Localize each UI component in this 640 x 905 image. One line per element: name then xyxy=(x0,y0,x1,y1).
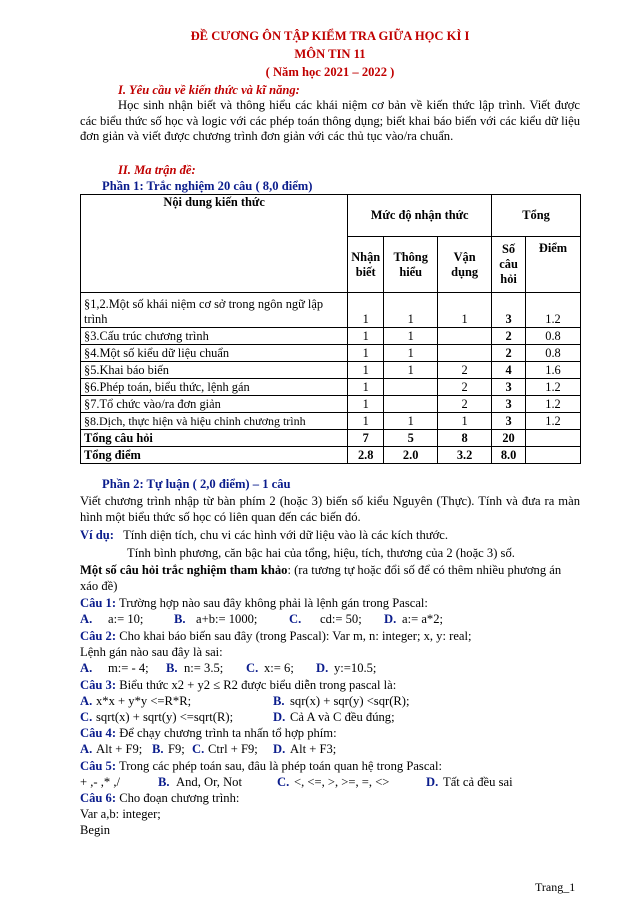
total-questions-vd: 8 xyxy=(438,430,492,447)
question-label: Câu 2: xyxy=(80,629,117,643)
option-text: Ctrl + F9; xyxy=(208,742,258,756)
option-text: a+b:= 1000; xyxy=(196,612,258,626)
example-label: Ví dụ: xyxy=(80,528,114,542)
question-text: Để chạy chương trình ta nhấn tổ hợp phím: xyxy=(116,726,337,740)
option-label: B. xyxy=(152,742,164,756)
sample-heading: Một số câu hỏi trắc nghiệm tham khảo xyxy=(80,563,288,577)
option-text: sqr(x) + sqr(y) <sqr(R); xyxy=(290,694,410,708)
row-th: 1 xyxy=(384,293,438,328)
example-1: Tính diện tích, chu vi các hình với dữ liệu vào là các kích thước. xyxy=(123,528,449,542)
row-topic: §1,2.Một số khái niệm cơ sở trong ngôn ngữ lập trình xyxy=(81,293,348,328)
total-score-row xyxy=(81,447,581,464)
option-text: + ,- ,* ,/ xyxy=(80,775,120,789)
row-topic: §8.Dịch, thực hiện và hiệu chỉnh chương trình xyxy=(81,413,348,430)
option-label: C. xyxy=(246,661,259,675)
row-nb: 1 xyxy=(348,345,384,362)
table-row xyxy=(81,345,581,362)
row-count: 3 xyxy=(492,413,526,430)
question-text: Cho khai báo biến sau đây (trong Pascal): Var m, n: integer; x, y: real; xyxy=(116,629,472,643)
question-label: Câu 4: xyxy=(80,726,117,740)
header-understand: Thông hiểu xyxy=(384,237,438,293)
table-row xyxy=(81,379,581,396)
table-row xyxy=(81,328,581,345)
row-count: 3 xyxy=(492,293,526,328)
question-label: Câu 3: xyxy=(80,678,117,692)
row-nb: 1 xyxy=(348,379,384,396)
question-text: Biểu thức x2 + y2 ≤ R2 được biểu diễn trong pascal là: xyxy=(116,678,397,692)
table-row xyxy=(81,362,581,379)
option-label: B. xyxy=(166,661,178,675)
option-label: D. xyxy=(316,661,329,675)
row-topic: §4.Một số kiểu dữ liệu chuẩn xyxy=(81,345,348,362)
option-text: <, <=, >, >=, =, <> xyxy=(294,775,390,789)
row-score: 1.2 xyxy=(526,293,581,328)
row-nb: 1 xyxy=(348,362,384,379)
option-text: y:=10.5; xyxy=(334,661,377,675)
row-th xyxy=(384,379,438,396)
total-questions-count: 20 xyxy=(492,430,526,447)
row-nb: 1 xyxy=(348,413,384,430)
total-questions-score xyxy=(526,430,581,447)
header-score: Điểm xyxy=(526,237,581,293)
question-5 xyxy=(80,759,580,775)
table-row xyxy=(81,293,581,328)
total-score-count: 8.0 xyxy=(492,447,526,464)
row-topic: §6.Phép toán, biểu thức, lệnh gán xyxy=(81,379,348,396)
subject-title: MÔN TIN 11 xyxy=(294,47,366,61)
row-nb: 1 xyxy=(348,293,384,328)
option-text: cd:= 50; xyxy=(320,612,362,626)
row-score: 1.2 xyxy=(526,413,581,430)
table-row xyxy=(81,396,581,413)
row-vd xyxy=(438,345,492,362)
question-label: Câu 1: xyxy=(80,596,117,610)
row-vd: 1 xyxy=(438,293,492,328)
example-line-1 xyxy=(80,528,580,544)
total-score-label: Tổng điểm xyxy=(81,447,348,464)
option-text: a:= a*2; xyxy=(402,612,444,626)
row-th: 1 xyxy=(384,362,438,379)
question-label: Câu 5: xyxy=(80,759,117,773)
option-label: B. xyxy=(174,612,186,626)
option-text: And, Or, Not xyxy=(176,775,242,789)
header-total: Tổng xyxy=(492,195,581,237)
part2-body: Viết chương trình nhập từ bàn phím 2 (hoặc 3) biến số kiểu Nguyên (Thực). Tính và đưa ra màn hình một biểu thức số học có liên quan đến các biến đó. xyxy=(80,494,580,524)
header-content: Nội dung kiến thức xyxy=(81,195,348,293)
row-score: 1.6 xyxy=(526,362,581,379)
option-label: C. xyxy=(80,710,93,724)
sample-questions-intro xyxy=(80,563,580,594)
row-th xyxy=(384,396,438,413)
row-vd: 1 xyxy=(438,413,492,430)
row-count: 3 xyxy=(492,379,526,396)
question-text: Cho đoạn chương trình: xyxy=(116,791,240,805)
row-score: 1.2 xyxy=(526,396,581,413)
row-topic: §7.Tổ chức vào/ra đơn giản xyxy=(81,396,348,413)
total-questions-row xyxy=(81,430,581,447)
school-year: ( Năm học 2021 – 2022 ) xyxy=(265,65,395,79)
row-vd: 2 xyxy=(438,362,492,379)
part2-heading: Phần 2: Tự luận ( 2,0 điểm) – 1 câu xyxy=(102,477,291,491)
question-2 xyxy=(80,629,580,645)
page-number: Trang_1 xyxy=(535,880,576,894)
option-label: D. xyxy=(426,775,439,789)
option-text: n:= 3.5; xyxy=(184,661,224,675)
option-text: Cả A và C đều đúng; xyxy=(290,710,395,724)
option-text: x*x + y*y <=R*R; xyxy=(96,694,192,708)
question-text: Trường hợp nào sau đây không phải là lệnh gán trong Pascal: xyxy=(116,596,428,610)
total-score-score xyxy=(526,447,581,464)
total-questions-label: Tổng câu hỏi xyxy=(81,430,348,447)
question-text: Trong các phép toán sau, đâu là phép toán quan hệ trong Pascal: xyxy=(116,759,443,773)
row-nb: 1 xyxy=(348,328,384,345)
option-label: B. xyxy=(273,694,285,708)
header-recognize: Nhận biết xyxy=(348,237,384,293)
row-th: 1 xyxy=(384,413,438,430)
option-label: A. xyxy=(80,742,93,756)
header-count: Số câu hỏi xyxy=(492,237,526,293)
option-text: F9; xyxy=(168,742,185,756)
total-score-th: 2.0 xyxy=(384,447,438,464)
row-vd: 2 xyxy=(438,379,492,396)
total-score-nb: 2.8 xyxy=(348,447,384,464)
example-2: Tính bình phương, căn bậc hai của tổng, hiệu, tích, thương của 2 (hoặc 3) số. xyxy=(127,546,515,560)
question-1 xyxy=(80,596,580,612)
option-text: Alt + F9; xyxy=(96,742,143,756)
code-line: Begin xyxy=(80,823,111,837)
row-score: 0.8 xyxy=(526,345,581,362)
section2-heading: II. Ma trận đề: xyxy=(118,163,196,177)
header-apply: Vận dụng xyxy=(438,237,492,293)
row-count: 2 xyxy=(492,345,526,362)
row-th: 1 xyxy=(384,328,438,345)
code-line: Var a,b: integer; xyxy=(80,807,161,821)
row-nb: 1 xyxy=(348,396,384,413)
option-label: C. xyxy=(192,742,205,756)
row-topic: §5.Khai báo biến xyxy=(81,362,348,379)
option-label: C. xyxy=(277,775,290,789)
option-text: m:= - 4; xyxy=(108,661,149,675)
option-label: D. xyxy=(273,742,286,756)
matrix-table xyxy=(80,194,581,464)
row-vd xyxy=(438,328,492,345)
total-questions-th: 5 xyxy=(384,430,438,447)
option-label: D. xyxy=(273,710,286,724)
row-topic: §3.Cấu trúc chương trình xyxy=(81,328,348,345)
total-score-vd: 3.2 xyxy=(438,447,492,464)
table-row xyxy=(81,413,581,430)
row-count: 3 xyxy=(492,396,526,413)
question-2-text2: Lệnh gán nào sau đây là sai: xyxy=(80,645,223,659)
question-6 xyxy=(80,791,580,807)
option-label: C. xyxy=(289,612,302,626)
row-vd: 2 xyxy=(438,396,492,413)
option-text: Tất cả đều sai xyxy=(443,775,513,789)
section1-heading: I. Yêu cầu về kiến thức và kĩ năng: xyxy=(118,83,300,97)
option-label: A. xyxy=(80,661,93,675)
question-3 xyxy=(80,678,580,694)
total-questions-nb: 7 xyxy=(348,430,384,447)
option-text: sqrt(x) + sqrt(y) <=sqrt(R); xyxy=(96,710,234,724)
part1-heading: Phần 1: Trắc nghiệm 20 câu ( 8,0 điểm) xyxy=(102,179,313,193)
header-level: Mức độ nhận thức xyxy=(348,195,492,237)
option-label: A. xyxy=(80,612,93,626)
question-4 xyxy=(80,726,580,742)
row-count: 4 xyxy=(492,362,526,379)
sample-note: : (ra tương tự hoặc đổi số để có thêm nhiều phương án xáo đề) xyxy=(80,563,562,593)
document-title: ĐỀ CƯƠNG ÔN TẬP KIỂM TRA GIỮA HỌC KÌ I xyxy=(190,29,470,43)
row-score: 0.8 xyxy=(526,328,581,345)
option-label: B. xyxy=(158,775,170,789)
option-label: A. xyxy=(80,694,93,708)
row-count: 2 xyxy=(492,328,526,345)
option-text: x:= 6; xyxy=(264,661,294,675)
row-score: 1.2 xyxy=(526,379,581,396)
section1-body: Học sinh nhận biết và thông hiểu các khái niệm cơ bản về kiến thức lập trình. Viết được các biểu thức số học và logic với các phép toán thông dụng; biết khai báo biến với các kiểu dữ liệu đơn giản và viết được chương trình đơn giản với các thủ tục vào/ra chuẩn. xyxy=(80,98,580,144)
row-th: 1 xyxy=(384,345,438,362)
question-label: Câu 6: xyxy=(80,791,117,805)
option-text: a:= 10; xyxy=(108,612,144,626)
option-label: D. xyxy=(384,612,397,626)
option-text: Alt + F3; xyxy=(290,742,337,756)
